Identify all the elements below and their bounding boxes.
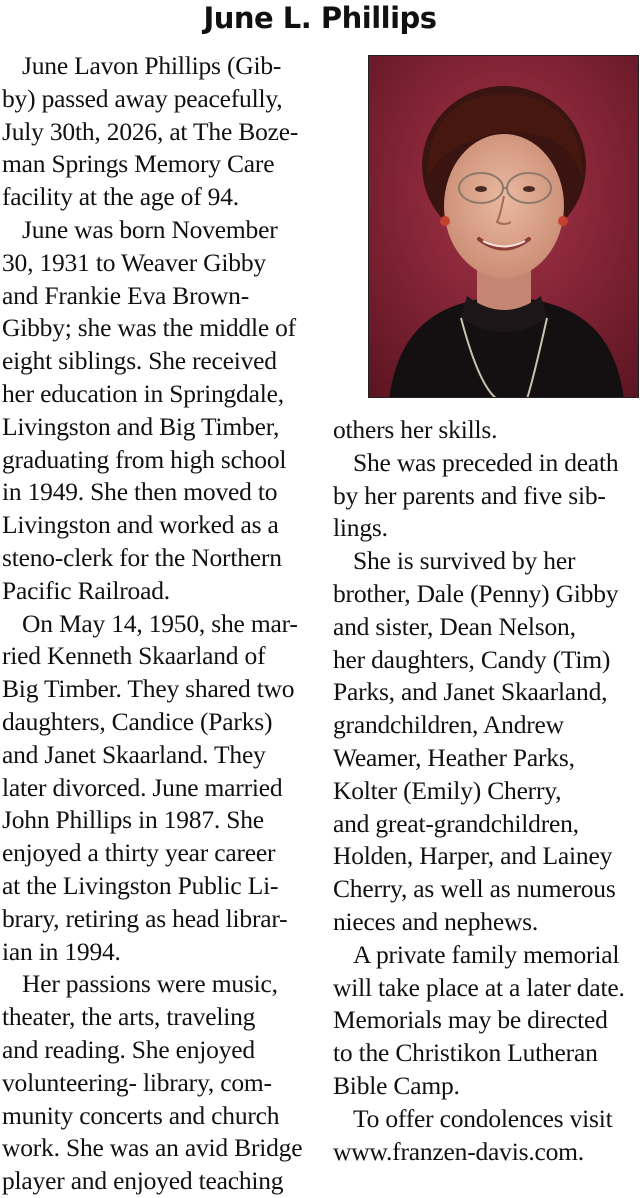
text-line: her daughters, Candy (Tim) [333,644,611,674]
text-line: Cherry, as well as numerous [333,874,616,904]
text-line: by her parents and five sib- [333,480,606,510]
text-line: at the Livingston Public Li- [2,870,279,900]
text-line: theater, the arts, traveling [2,1002,256,1032]
text-line: nieces and nephews. [333,906,539,936]
text-line: July 30th, 2026, at The Boze- [2,116,299,146]
text-line: work. She was an avid Bridge [2,1133,303,1163]
text-line: player and enjoyed teaching [2,1166,284,1196]
text-line: Bible Camp. [333,1070,460,1100]
text-line: brary, retiring as head librar- [2,903,288,933]
text-line: others her skills. [333,415,498,444]
text-line: and sister, Dean Nelson, [333,611,576,641]
text-line: lings. [333,513,388,543]
text-line: volunteering- library, com- [2,1067,272,1097]
text-line: facility at the age of 94. [2,182,239,212]
text-line: She was preceded in death [353,447,619,477]
text-line: June was born November [22,214,278,244]
text-line: Parks, and Janet Skaarland, [333,677,608,707]
obituary-column-left [2,50,314,1198]
obituary-title: June L. Phillips [203,1,437,35]
text-line: 30, 1931 to Weaver Gibby [2,247,266,277]
text-line: She is survived by her [353,546,576,576]
text-line: ried Kenneth Skaarland of [2,641,266,671]
text-line: will take place at a later date. [333,972,625,1002]
text-line: Pacific Railroad. [2,575,170,605]
text-line: Kolter (Emily) Cherry, [333,775,562,805]
text-line: to the Christikon Lutheran [333,1038,598,1068]
portrait-illustration [369,56,639,398]
text-line: and Janet Skaarland. They [2,739,266,769]
text-line: John Phillips in 1987. She [2,805,264,835]
text-line: man Springs Memory Care [2,149,275,179]
text-line: To offer condolences visit [353,1103,613,1133]
text-line: and great-grandchildren, [333,808,579,838]
text-line: Weamer, Heather Parks, [333,742,575,772]
text-line: A private family memorial [353,939,620,969]
text-line: Memorials may be directed [333,1005,608,1035]
text-line: Livingston and worked as a [2,510,279,540]
text-line: and reading. She enjoyed [2,1034,255,1064]
portrait-photo [368,55,639,398]
text-line: eight siblings. She received [2,346,277,376]
text-line: steno-clerk for the Northern [2,542,282,572]
text-line: munity concerts and church [2,1100,280,1130]
text-line: www.franzen-davis.com. [333,1136,584,1166]
text-line: daughters, Candice (Parks) [2,706,273,736]
text-line: grandchildren, Andrew [333,710,564,740]
text-line: enjoyed a thirty year career [2,838,276,868]
text-line: June Lavon Phillips (Gib- [22,51,282,80]
text-line: her education in Springdale, [2,378,284,408]
text-line: Her passions were music, [22,969,278,999]
text-line: Gibby; she was the middle of [2,313,296,343]
text-line: Big Timber. They shared two [2,674,295,704]
text-line: On May 14, 1950, she mar- [22,608,298,638]
text-line: later divorced. June married [2,772,283,802]
text-line: Livingston and Big Timber, [2,411,280,441]
text-line: brother, Dale (Penny) Gibby [333,578,619,608]
text-line: by) passed away peacefully, [2,83,283,113]
text-line: ian in 1994. [2,936,121,966]
text-line: in 1949. She then moved to [2,477,278,507]
text-line: and Frankie Eva Brown- [2,280,249,310]
obituary-column-right [333,414,638,1168]
text-line: Holden, Harper, and Lainey [333,841,613,871]
text-line: graduating from high school [2,444,287,474]
